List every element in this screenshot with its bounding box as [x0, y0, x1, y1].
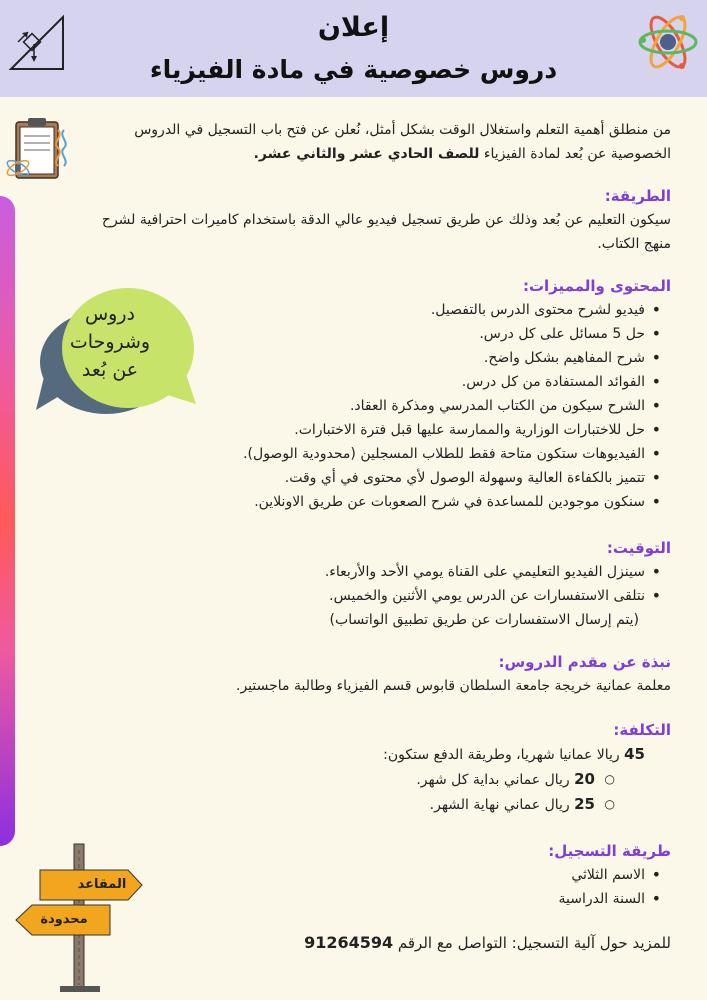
list-item: • نتلقى الاستفسارات عن الدرس يومي الأثنين والخميس. [71, 584, 645, 608]
installment-amount: 20 [574, 770, 595, 788]
sign-bottom-label: محدودة [40, 912, 88, 927]
registration-section [71, 839, 671, 911]
timing-section [71, 536, 671, 632]
list-item: • حل 5 مسائل على كل درس. [71, 322, 645, 346]
contact-line [71, 931, 671, 955]
intro-bold: للصف الحادي عشر والثاني عشر. [253, 146, 480, 162]
page-subtitle: دروس خصوصية في مادة الفيزياء [149, 55, 558, 84]
installment-text: ريال عماني نهاية الشهر. [429, 797, 575, 813]
list-item: • سنكون موجودين للمساعدة في شرح الصعوبات عن طريق الاونلاين. [71, 490, 645, 514]
list-item: • حل للاختبارات الوزارية والممارسة عليها قبل فترة الاختبارات. [71, 418, 645, 442]
list-item: • شرح المفاهيم بشكل واضح. [71, 346, 645, 370]
cost-heading: التكلفة: [613, 721, 671, 739]
installment-text: ريال عماني بداية كل شهر. [416, 772, 575, 788]
atom-icon [636, 10, 700, 74]
list-item [71, 792, 595, 817]
about-text: معلمة عمانية خريجة جامعة السلطان قابوس قسم الفيزياء وطالبة ماجستير. [236, 678, 671, 694]
cost-amount: 45 [624, 745, 645, 763]
bubble-line-1: دروس [84, 303, 135, 325]
method-text: سيكون التعليم عن بُعد وذلك عن طريق تسجيل فيديو عالي الدقة باستخدام كاميرات احترافية لشرح منهج الكتاب. [101, 212, 671, 252]
list-item: • الفيديوهات ستكون متاحة فقط للطلاب المسجلين (محدودية الوصول). [71, 442, 645, 466]
list-item [71, 767, 595, 792]
list-item: • السنة الدراسية [71, 887, 645, 911]
sign-top-label: المقاعد [77, 877, 127, 892]
bubble-line-2: وشروحات [69, 331, 151, 353]
list-item: • الاسم الثلاثي [71, 863, 645, 887]
contact-text: للمزيد حول آلية التسجيل: التواصل مع الرقم [393, 934, 671, 952]
main-content [71, 118, 671, 955]
method-section [71, 184, 671, 256]
timing-note: (يتم إرسال الاستفسارات عن طريق تطبيق الواتساب) [329, 612, 639, 628]
clipboard-science-icon [2, 116, 74, 188]
decorative-gradient-bar [0, 196, 15, 846]
list-item: • سينزل الفيديو التعليمي على القناة يومي الأحد والأربعاء. [71, 560, 645, 584]
features-heading: المحتوى والمميزات: [522, 277, 671, 295]
timing-heading: التوقيت: [606, 539, 671, 557]
bubble-line-3: عن بُعد [81, 359, 139, 381]
inclined-plane-icon [8, 14, 66, 72]
registration-heading: طريقة التسجيل: [548, 842, 671, 860]
intro-text: من منطلق أهمية التعلم واستغلال الوقت بشكل أمثل، نُعلن عن فتح باب التسجيل في الدروس الخصوصية عن بُعد لمادة الفيزياء [134, 122, 671, 162]
phone-number: 91264594 [304, 933, 394, 952]
about-heading: نبذة عن مقدم الدروس: [498, 653, 671, 671]
header-banner [0, 0, 707, 97]
installment-amount: 25 [574, 795, 595, 813]
method-heading: الطريقة: [604, 187, 671, 205]
page-title: إعلان [317, 12, 390, 43]
list-item: • تتميز بالكفاءة العالية وسهولة الوصول لأي محتوى في أي وقت. [71, 466, 645, 490]
intro-paragraph [71, 118, 671, 166]
registration-list [71, 863, 671, 911]
timing-list [71, 560, 671, 608]
list-item: • الشرح سيكون من الكتاب المدرسي ومذكرة العقاد. [71, 394, 645, 418]
features-list [71, 298, 671, 514]
cost-line [71, 742, 671, 767]
cost-section [71, 718, 671, 817]
list-item: • الفوائد المستفادة من كل درس. [71, 370, 645, 394]
cost-text: ريالا عمانيا شهريا، وطريقة الدفع ستكون: [383, 747, 625, 763]
about-section [71, 650, 671, 698]
features-section [71, 274, 671, 514]
cost-list [71, 767, 671, 817]
list-item: • فيديو لشرح محتوى الدرس بالتفصيل. [71, 298, 645, 322]
